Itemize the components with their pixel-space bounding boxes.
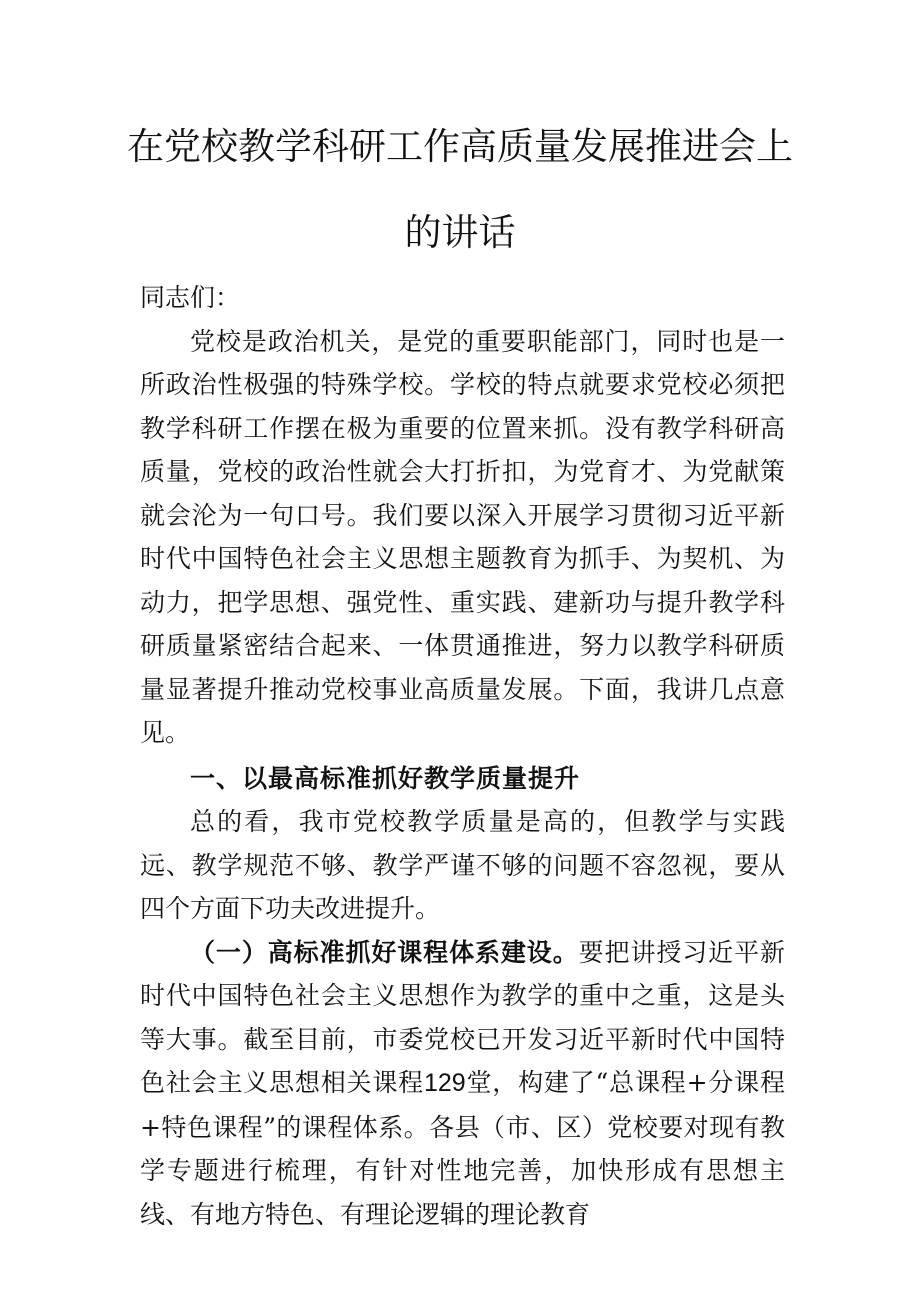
document-title-line-1: 在党校教学科研工作高质量发展推进会上 [127, 125, 793, 168]
course-count: 129 [423, 1069, 466, 1097]
document-title-line-2: 的讲话 [404, 211, 516, 254]
subsection-heading-1: （一）高标准抓好课程体系建设。 [190, 937, 579, 967]
section-heading-1: 一、以最高标准抓好教学质量提升 [190, 763, 581, 793]
paragraph-section-1-overview: 总的看，我市党校教学质量是高的，但教学与实践远、教学规范不够、教学严谨不够的问题不容忽视，要从四个方面下功夫改进提升。 [140, 807, 785, 923]
paragraph-subsection-1-text-a: 要把讲授习近平新时代中国特色社会主义思想作为教学的重中之重，这是头等大事。截至目前，市委党校已开发习近平新时代中国特色社会主义思想相关课程 [140, 937, 785, 1097]
salutation: 同志们： [140, 283, 241, 312]
paragraph-subsection-1 [140, 931, 785, 1237]
paragraph-subsection-1-text-b: 堂，构建了“总课程+分课程+特色课程”的课程体系。各县（市、区）党校要对现有教学专题进行梳理，有针对性地完善，加快形成有思想主线、有地方特色、有理论逻辑的理论教育 [140, 1068, 785, 1229]
document-body [140, 276, 785, 1236]
paragraph-intro: 党校是政治机关，是党的重要职能部门，同时也是一所政治性极强的特殊学校。学校的特点就要求党校必须把教学科研工作摆在极为重要的位置来抓。没有教学科研高质量，党校的政治性就会大打折扣，为党育才、为党献策就会沦为一句口号。我们要以深入开展学习贯彻习近平新时代中国特色社会主义思想主题教育为抓手、为契机、为动力，把学思想、强党性、重实践、建新功与提升教学科研质量紧密结合起来、一体贯通推进，努力以教学科研质量显著提升推动党校事业高质量发展。下面，我讲几点意见。 [140, 326, 785, 747]
